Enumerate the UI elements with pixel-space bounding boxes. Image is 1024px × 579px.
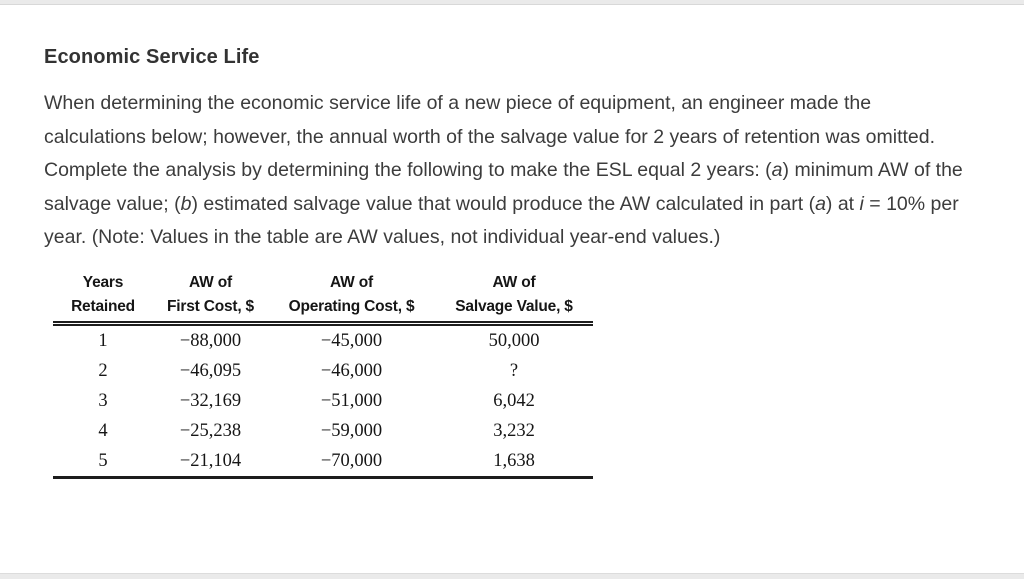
column-header-line: Years	[82, 273, 124, 291]
table-cell: −51,000	[320, 390, 383, 411]
table-cell: −25,238	[179, 420, 242, 441]
table-cell: 6,042	[493, 390, 535, 411]
column-header-line: Salvage Value, $	[455, 297, 573, 315]
table-row	[53, 416, 593, 446]
table-cell: ?	[509, 360, 519, 381]
table-row	[53, 386, 593, 416]
column-header	[53, 269, 153, 324]
table-cell: 3	[98, 390, 108, 411]
table-cell: −70,000	[320, 450, 383, 471]
text-run: ) at	[825, 192, 860, 215]
table-cell: −88,000	[179, 330, 242, 351]
italic-variable: b	[180, 192, 192, 215]
column-header-line: AW of	[330, 273, 373, 291]
column-header-line: AW of	[492, 273, 536, 291]
table-cell: 1,638	[493, 450, 535, 471]
text-run: ) estimated salvage value that would produce the AW calculated in part (	[191, 192, 816, 215]
table-cell: 4	[98, 420, 108, 441]
section-heading: Economic Service Life	[44, 46, 260, 68]
table-cell: −46,095	[179, 360, 242, 381]
text-run: = 10% per year. (Note: Values in the table are AW values, not individual year-end values.)	[44, 192, 959, 249]
window-bottom-edge-bar	[0, 573, 1024, 579]
column-header	[435, 269, 593, 324]
esl-table	[53, 269, 593, 479]
table-row	[53, 446, 593, 478]
table-cell: −21,104	[179, 450, 242, 471]
table-header	[53, 269, 593, 324]
table-cell: 2	[98, 360, 108, 381]
problem-document	[44, 0, 984, 479]
table-row	[53, 356, 593, 386]
table-cell: −32,169	[179, 390, 242, 411]
table-cell: 1	[98, 330, 108, 351]
table-cell: 3,232	[493, 420, 535, 441]
column-header-line: Retained	[71, 297, 135, 315]
italic-variable: i	[859, 192, 864, 215]
table-body	[53, 323, 593, 477]
table-cell: 5	[98, 450, 108, 471]
table-cell: −45,000	[320, 330, 383, 351]
problem-statement	[44, 87, 976, 255]
table-header-row	[53, 269, 593, 324]
column-header-line: AW of	[189, 273, 232, 291]
column-header	[268, 269, 435, 324]
italic-variable: a	[771, 159, 783, 182]
column-header-line: First Cost, $	[167, 297, 254, 315]
italic-variable: a	[815, 192, 826, 215]
text-run: ) minimum AW of the salvage value; (	[44, 159, 963, 215]
table-cell: 50,000	[488, 330, 540, 351]
text-run: When determining the economic service life of a new piece of equipment, an engineer made the calculations below; however, the annual worth of the salvage value for 2 years of retention was omitted. Complete the analysis by determining the following to make the ESL equal 2 years: (	[44, 92, 936, 182]
column-header-line: Operating Cost, $	[288, 297, 415, 315]
table-cell: −46,000	[320, 360, 383, 381]
column-header	[153, 269, 268, 324]
table-cell: −59,000	[320, 420, 383, 441]
table-row	[53, 323, 593, 356]
